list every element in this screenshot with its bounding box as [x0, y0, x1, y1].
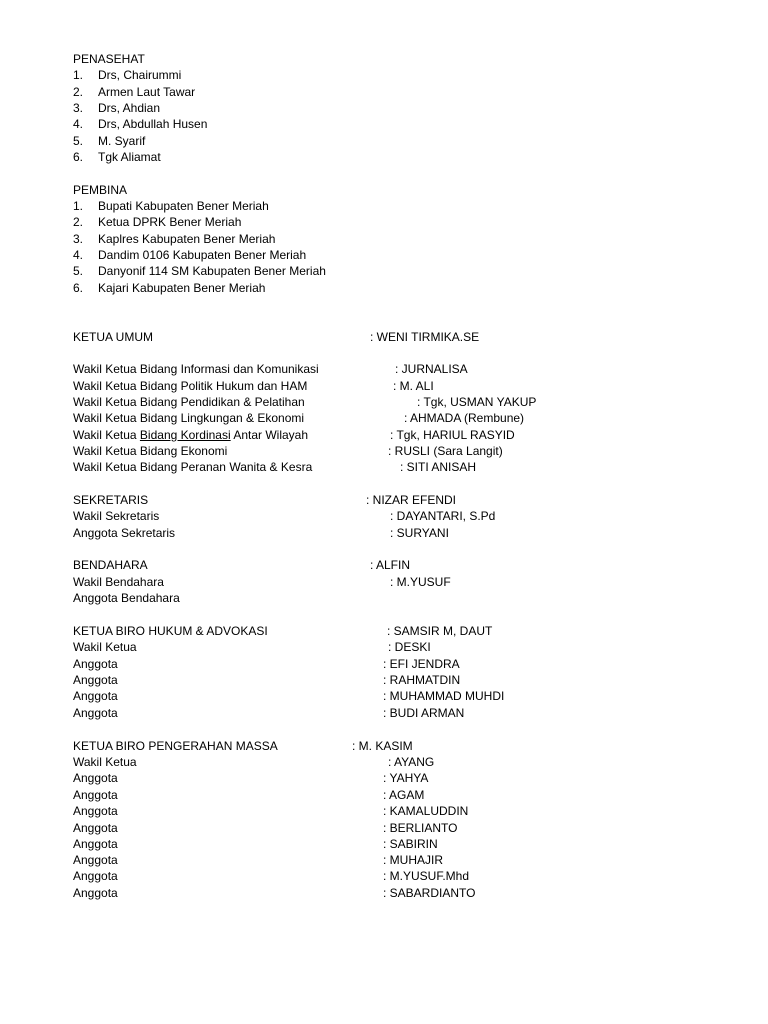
row-label: KETUA BIRO PENGERAHAN MASSA — [73, 739, 278, 753]
row-label: Anggota — [73, 869, 118, 883]
row-value: : Tgk, HARIUL RASYID — [390, 428, 515, 442]
wakil-ketua-row — [73, 459, 477, 475]
row-label: BENDAHARA — [73, 558, 148, 572]
row-label: KETUA BIRO HUKUM & ADVOKASI — [73, 624, 268, 638]
row-value: : RAHMATDIN — [383, 673, 461, 687]
row-value: : NIZAR EFENDI — [366, 493, 457, 507]
row-label: Wakil Ketua Bidang Ekonomi — [73, 444, 228, 458]
row-label: Wakil Ketua Bidang Peranan Wanita & Kesra — [73, 460, 313, 474]
row-label: Anggota — [73, 853, 118, 867]
row-label: Anggota — [73, 673, 118, 687]
row-value: : ALFIN — [370, 558, 411, 572]
ketua-umum-row — [73, 329, 480, 345]
biro-hukum-row — [73, 656, 460, 672]
row-value: : JURNALISA — [395, 362, 468, 376]
row-label: Anggota Bendahara — [73, 591, 180, 605]
bendahara-row — [73, 557, 411, 573]
pembina-item: 5. Danyonif 114 SM Kabupaten Bener Meriah — [73, 264, 326, 278]
bendahara-row — [73, 574, 451, 590]
row-label: Wakil Ketua Bidang Politik Hukum dan HAM — [73, 379, 308, 393]
sekretaris-row — [73, 492, 457, 508]
biro-hukum-row — [73, 639, 431, 655]
row-value: : Tgk, USMAN YAKUP — [417, 395, 537, 409]
penasehat-item: 4. Drs, Abdullah Husen — [73, 117, 208, 131]
row-value: : YAHYA — [383, 771, 429, 785]
row-label: Anggota — [73, 788, 118, 802]
row-value: : MUHAMMAD MUHDI — [383, 689, 505, 703]
penasehat-heading: PENASEHAT — [73, 52, 145, 66]
sekretaris-row — [73, 525, 449, 541]
row-label: Wakil Ketua Bidang Pendidikan & Pelatihan — [73, 395, 305, 409]
biro-hukum-row — [73, 688, 505, 704]
row-label: Anggota — [73, 886, 118, 900]
row-label: Anggota — [73, 837, 118, 851]
row-label: Anggota — [73, 821, 118, 835]
row-value: : BERLIANTO — [383, 821, 458, 835]
wakil-ketua-row — [73, 410, 525, 426]
row-value: : MUHAJIR — [383, 853, 443, 867]
row-value: : RUSLI (Sara Langit) — [388, 444, 503, 458]
row-value: : SABARDIANTO — [383, 886, 476, 900]
pembina-item: 4. Dandim 0106 Kabupaten Bener Meriah — [73, 248, 307, 262]
row-value: : SABIRIN — [383, 837, 438, 851]
row-label: SEKRETARIS — [73, 493, 149, 507]
biro-massa-row — [73, 852, 443, 868]
row-value: : SITI ANISAH — [400, 460, 477, 474]
penasehat-item: 6. Tgk Aliamat — [73, 150, 161, 164]
row-value: : SURYANI — [390, 526, 449, 540]
biro-massa-row — [73, 787, 425, 803]
row-value: : DAYANTARI, S.Pd — [390, 509, 496, 523]
bendahara-row — [73, 590, 180, 606]
row-value: : DESKI — [388, 640, 431, 654]
row-value: : WENI TIRMIKA.SE — [370, 330, 480, 344]
row-label: Wakil Ketua Bidang Lingkungan & Ekonomi — [73, 411, 305, 425]
wakil-ketua-row — [73, 394, 537, 410]
row-value: : M. KASIM — [352, 739, 413, 753]
row-value: : AGAM — [383, 788, 425, 802]
row-label: Wakil Ketua Bidang Kordinasi Antar Wilayah — [73, 428, 309, 442]
sekretaris-row — [73, 508, 496, 524]
pembina-item: 1. Bupati Kabupaten Bener Meriah — [73, 199, 269, 213]
pembina-heading: PEMBINA — [73, 183, 128, 197]
row-label: Anggota — [73, 657, 118, 671]
row-label: Anggota — [73, 689, 118, 703]
row-value: : M.YUSUF — [390, 575, 451, 589]
row-label: Wakil Bendahara — [73, 575, 164, 589]
biro-massa-row — [73, 820, 458, 836]
penasehat-item: 5. M. Syarif — [73, 134, 146, 148]
wakil-ketua-row — [73, 443, 503, 459]
penasehat-item: 2. Armen Laut Tawar — [73, 85, 196, 99]
row-label: Anggota — [73, 706, 118, 720]
row-label: Wakil Ketua — [73, 640, 137, 654]
biro-massa-row — [73, 770, 429, 786]
biro-hukum-row — [73, 672, 461, 688]
biro-hukum-row — [73, 623, 493, 639]
row-value: : EFI JENDRA — [383, 657, 460, 671]
pembina-item: 6. Kajari Kabupaten Bener Meriah — [73, 281, 266, 295]
row-label: Wakil Ketua — [73, 755, 137, 769]
pembina-item: 2. Ketua DPRK Bener Meriah — [73, 215, 242, 229]
row-label: Anggota — [73, 804, 118, 818]
pembina-item: 3. Kaplres Kabupaten Bener Meriah — [73, 232, 276, 246]
penasehat-item: 3. Drs, Ahdian — [73, 101, 161, 115]
row-value: : BUDI ARMAN — [383, 706, 465, 720]
biro-massa-row — [73, 738, 413, 754]
row-value: : M. ALI — [393, 379, 434, 393]
wakil-ketua-row — [73, 427, 515, 443]
row-label: KETUA UMUM — [73, 330, 154, 344]
row-value: : AHMADA (Rembune) — [404, 411, 525, 425]
row-label: Wakil Ketua Bidang Informasi dan Komunikasi — [73, 362, 319, 376]
biro-massa-row — [73, 885, 476, 901]
biro-massa-row — [73, 868, 470, 884]
row-label: Anggota — [73, 771, 118, 785]
biro-massa-row — [73, 836, 438, 852]
biro-massa-row — [73, 754, 435, 770]
penasehat-item: 1. Drs, Chairummi — [73, 68, 182, 82]
row-value: : KAMALUDDIN — [383, 804, 469, 818]
row-label: Wakil Sekretaris — [73, 509, 160, 523]
row-value: : M.YUSUF.Mhd — [383, 869, 470, 883]
wakil-ketua-row — [73, 378, 434, 394]
biro-hukum-row — [73, 705, 465, 721]
row-value: : SAMSIR M, DAUT — [387, 624, 493, 638]
row-label: Anggota Sekretaris — [73, 526, 176, 540]
row-value: : AYANG — [388, 755, 435, 769]
wakil-ketua-row — [73, 361, 468, 377]
biro-massa-row — [73, 803, 469, 819]
